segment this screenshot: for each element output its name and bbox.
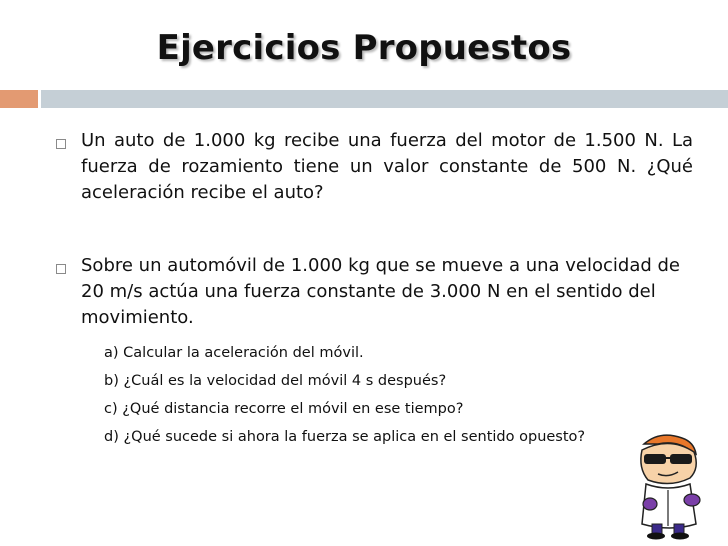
cartoon-scientist-icon [630, 428, 706, 540]
bullet-icon [56, 139, 66, 149]
exercise-2-text: Sobre un automóvil de 1.000 kg que se mueve a una velocidad de 20 m/s actúa una fuerza constante de 3.000 N en el sentido del movimiento. [81, 255, 681, 328]
exercise-1-text: Un auto de 1.000 kg recibe una fuerza del motor de 1.500 N. La fuerza de rozamiento tiene un valor constante de 500 N. ¿Qué aceleración recibe el auto? [81, 130, 693, 203]
exercise-2-subitem-a: a) Calcular la aceleración del móvil. [104, 345, 364, 361]
title-rule-bar [41, 90, 728, 108]
exercise-2-subitem-c: c) ¿Qué distancia recorre el móvil en ese tiempo? [104, 401, 464, 417]
slide-title: Ejercicios Propuestos [156, 28, 572, 68]
exercise-2-subitem-d: d) ¿Qué sucede si ahora la fuerza se aplica en el sentido opuesto? [104, 429, 586, 445]
bullet-icon [56, 264, 66, 274]
exercise-2-subitem-b: b) ¿Cuál es la velocidad del móvil 4 s después? [104, 373, 447, 389]
title-rule-accent [0, 90, 38, 108]
